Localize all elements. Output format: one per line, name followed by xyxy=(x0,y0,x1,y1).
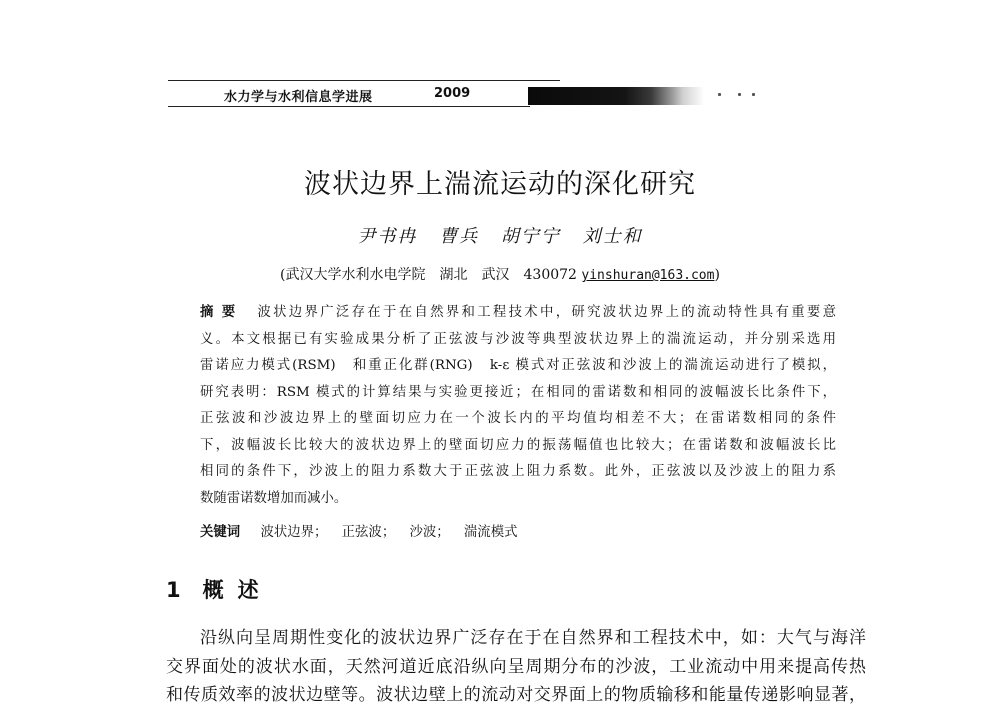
abstract xyxy=(200,300,836,512)
section-heading xyxy=(166,574,273,604)
abstract-text: 波状边界广泛存在于在自然界和工程技术中，研究波状边界上的流动特性具有重要意 xyxy=(257,305,837,320)
body-line: 沿纵向呈周期性变化的波状边界广泛存在于在自然界和工程技术中，如：大气与海洋 xyxy=(200,628,866,648)
affiliation-text: (武汉大学水利水电学院 湖北 武汉 430072 xyxy=(280,267,577,283)
abstract-line: 研究表明：RSM 模式的计算结果与实验更接近；在相同的雷诺数和相同的波幅波长比条件下， xyxy=(200,384,836,400)
keyword: 湍流模式 xyxy=(463,525,518,540)
journal-year: 2009 xyxy=(434,86,471,101)
abstract-line: 相同的条件下，沙波上的阻力系数大于正弦波上阻力系数。此外，正弦波以及沙波上的阻力系 xyxy=(200,464,836,479)
abstract-line: 正弦波和沙波边界上的壁面切应力在一个波长内的平均值均相差不大；在雷诺数相同的条件 xyxy=(200,411,836,426)
abstract-line xyxy=(200,300,836,327)
header-speck xyxy=(718,93,721,96)
author-email[interactable]: yinshuran@163.com xyxy=(581,268,715,283)
body-line: 交界面处的波状水面，天然河道近底沿纵向呈周期分布的沙波，工业流动中用来提高传热 xyxy=(166,656,866,677)
keyword-separator: ； xyxy=(436,525,450,540)
affiliation xyxy=(0,264,1000,284)
body-text xyxy=(166,624,866,710)
header-speck xyxy=(738,93,741,96)
author-name: 曹兵 xyxy=(439,226,480,247)
header-decorative-bar xyxy=(528,87,704,105)
author-list xyxy=(0,222,1000,248)
author-name: 刘士和 xyxy=(582,226,643,247)
abstract-line: 雷诺应力模式(RSM) 和重正化群(RNG) k-ε 模式对正弦波和沙波上的湍流运动进行了模拟， xyxy=(200,358,836,373)
abstract-line: 义。本文根据已有实验成果分析了正弦波与沙波等典型波状边界上的湍流运动，并分别采选用 xyxy=(200,331,836,347)
keyword-separator: ； xyxy=(381,525,396,540)
body-line: 和传质效率的波状边壁等。波状边壁上的流动对交界面上的物质输移和能量传递影响显著， xyxy=(166,685,866,705)
section-title: 概述 xyxy=(202,578,273,602)
keyword: 正弦波 xyxy=(341,525,382,540)
keyword: 沙波 xyxy=(409,525,437,540)
abstract-label: 摘要 xyxy=(200,305,244,320)
abstract-line: 数随雷诺数增加而减小。 xyxy=(200,490,348,506)
keywords xyxy=(200,521,517,540)
keywords-label: 关键词 xyxy=(200,525,241,540)
abstract-line: 下，波幅波长比较大的波状边界上的壁面切应力的振荡幅值也比较大；在雷诺数和波幅波长比 xyxy=(200,437,836,453)
header-rule-top xyxy=(168,80,560,81)
keyword-separator: ； xyxy=(314,525,328,540)
header-speck xyxy=(752,93,755,96)
journal-name: 水力学与水利信息学进展 xyxy=(224,90,373,105)
paper-title: 波状边界上湍流运动的深化研究 xyxy=(304,169,696,200)
author-name: 尹书冉 xyxy=(357,226,418,247)
section-number: 1 xyxy=(166,578,181,602)
author-name: 胡宁宁 xyxy=(500,226,561,247)
keyword: 波状边界 xyxy=(260,525,314,540)
affiliation-close: ) xyxy=(714,267,720,283)
header-rule-bottom xyxy=(168,106,530,107)
